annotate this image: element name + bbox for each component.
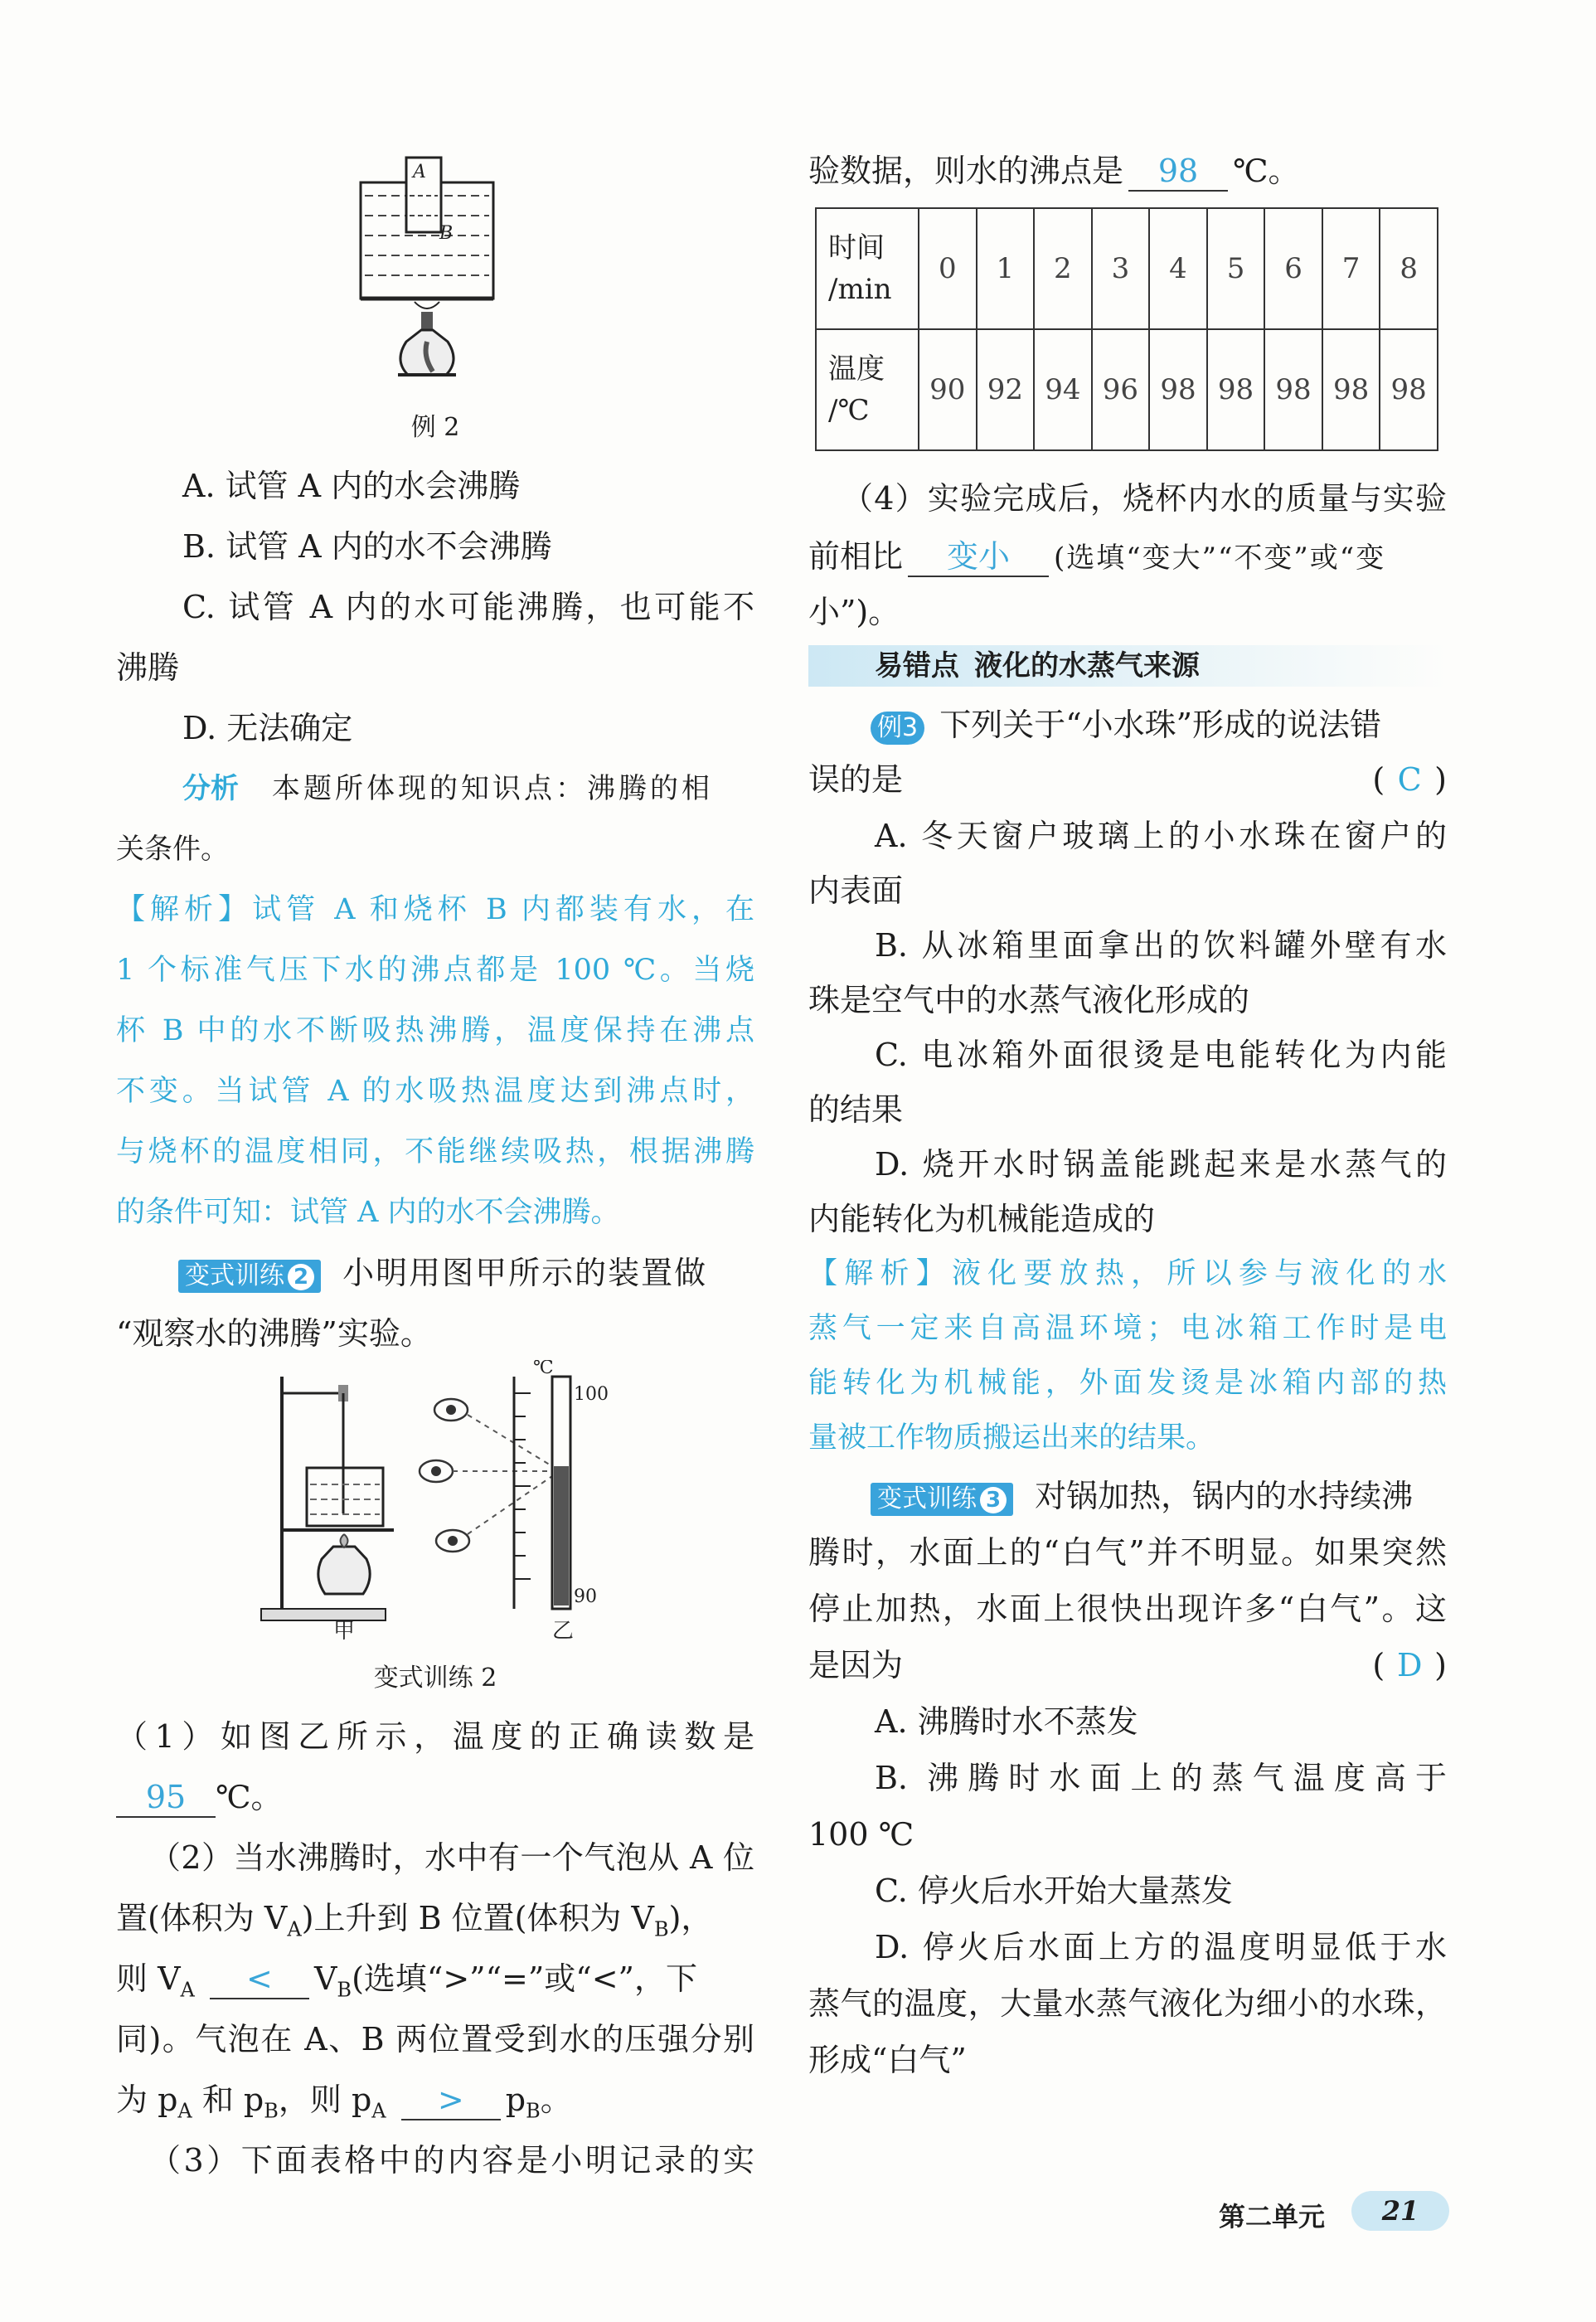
ex3-option: B. 从冰箱里面拿出的饮料罐外壁有水 [875, 927, 1447, 964]
ex3-option: D. 烧开水时锅盖能跳起来是水蒸气的 [875, 1146, 1447, 1183]
ex3-solution-line: 【解析】液化要放热，所以参与液化的水 [808, 1257, 1447, 1290]
analysis-label: 分析 [182, 772, 239, 805]
table-cell: 2 [1034, 208, 1092, 329]
training3-tag-label: 变式训练 [877, 1484, 977, 1513]
table-cell: 5 [1207, 208, 1265, 329]
q2-line3 [116, 1957, 697, 2012]
q2-text: V [313, 1960, 337, 1997]
table-cell: 96 [1092, 329, 1150, 450]
ex3-solution-line: 蒸气一定来自高温环境；电冰箱工作时是电 [808, 1312, 1447, 1345]
training3-line: 对锅加热，锅内的水持续沸 [1035, 1478, 1414, 1514]
t3-option: C. 停火后水开始大量蒸发 [875, 1873, 1233, 1909]
training2-tag [178, 1260, 321, 1293]
paren: ) [1434, 761, 1447, 798]
section-heading [875, 644, 1200, 687]
q4-line3: 小”)。 [808, 594, 900, 630]
t3-option: A. 沸腾时水不蒸发 [875, 1703, 1138, 1740]
training2-line2: “观察水的沸腾”实验。 [116, 1315, 432, 1352]
sub-a: A [180, 1978, 195, 2002]
table-header-time [816, 208, 919, 329]
q1-line1: （1）如图乙所示，温度的正确读数是 [116, 1718, 754, 1755]
analysis-line1: 本题所体现的知识点：沸腾的相 [272, 772, 713, 805]
q2-text: p [505, 2082, 526, 2118]
q2-text: )上升到 B 位置(体积为 V [301, 1900, 654, 1936]
paren: ) [1434, 1647, 1447, 1683]
q2-answer2: > [401, 2081, 501, 2120]
t3-option: B. 沸腾时水面上的蒸气温度高于 [875, 1760, 1447, 1796]
table-cell: 8 [1380, 208, 1438, 329]
figure1-caption: 例 2 [410, 413, 460, 442]
option-b: B. 试管 A 内的水不会沸腾 [182, 528, 552, 565]
training2-num: 2 [288, 1264, 314, 1290]
option-a: A. 试管 A 内的水会沸腾 [182, 468, 521, 504]
q2-text: )， [668, 1900, 713, 1936]
section-title: 液化的水蒸气来源 [974, 649, 1200, 683]
table-cell: 7 [1322, 208, 1380, 329]
table-cell: 94 [1034, 329, 1092, 450]
training2-figure [257, 1360, 622, 1642]
solution-line: 与烧杯的温度相同，不能继续吸热，根据沸腾 [116, 1135, 754, 1168]
solution-line: 不变。当试管 A 的水吸热温度达到沸点时， [116, 1075, 754, 1108]
sub-a: A [177, 2099, 192, 2123]
q2-answer1: < [210, 1960, 309, 1999]
table-cell: 3 [1092, 208, 1150, 329]
solution-line: 的条件可知：试管 A 内的水不会沸腾。 [116, 1196, 620, 1229]
ex3-answer: C [1397, 761, 1422, 798]
t3-option: 形成“白气” [808, 2042, 967, 2078]
q3-line1: （3）下面表格中的内容是小明记录的实 [149, 2142, 754, 2179]
thermo-unit: ℃ [533, 1360, 554, 1378]
page-number: 21 [1381, 2195, 1419, 2227]
q2-text: 和 p [201, 2082, 264, 2118]
training2-heading [178, 1251, 754, 1295]
option-d: D. 无法确定 [182, 710, 353, 746]
sub-a: A [371, 2099, 386, 2123]
option-c: C. 试管 A 内的水可能沸腾，也可能不 [182, 589, 754, 625]
data-table [815, 207, 1438, 451]
figure2-caption: 变式训练 2 [373, 1664, 497, 1693]
table-cell: 4 [1149, 208, 1207, 329]
q2-line5 [116, 2078, 572, 2133]
q2-text: 。 [540, 2082, 572, 2118]
training3-choice [1372, 1644, 1447, 1687]
training3-num: 3 [980, 1487, 1007, 1513]
training2-tag-label: 变式训练 [185, 1261, 284, 1290]
section-label: 易错点 [875, 649, 959, 683]
table-cell: 92 [977, 329, 1035, 450]
thermo-top: 100 [574, 1384, 609, 1405]
sub-b: B [653, 1917, 669, 1941]
table-cell: 6 [1264, 208, 1322, 329]
q3-answer: 98 [1128, 152, 1228, 192]
table-cell: 98 [1264, 329, 1322, 450]
q1-answer: 95 [116, 1778, 216, 1818]
table-header-temp [816, 329, 919, 450]
training3-line: 停止加热，水面上很快出现许多“白气”。这 [808, 1591, 1447, 1627]
ex3-option: 内表面 [808, 872, 904, 909]
paren: ( [1372, 1647, 1385, 1683]
ex3-option: 内能转化为机械能造成的 [808, 1201, 1156, 1237]
table-cell: 90 [919, 329, 977, 450]
q3-text: 验数据，则水的沸点是 [808, 153, 1124, 189]
header-text: 温度 [828, 352, 885, 386]
table-row-time [816, 208, 1438, 329]
ex3-line1: 下列关于“小水珠”形成的说法错 [939, 707, 1382, 743]
q2-text: ，则 p [278, 2082, 372, 2118]
sub-b: B [337, 1978, 352, 2002]
q4-text: (选填“变大”“不变”或“变 [1054, 542, 1386, 575]
solution-line: 【解析】试管 A 和烧杯 B 内都装有水，在 [116, 893, 754, 926]
training3-heading [871, 1474, 1447, 1518]
q2-text: 为 p [116, 2082, 178, 2118]
option-c-cont: 沸腾 [116, 649, 180, 686]
thermo-bottom: 90 [574, 1586, 597, 1607]
solution-line: 杯 B 中的水不断吸热沸腾，温度保持在沸点 [116, 1014, 754, 1047]
q2-text: 则 V [116, 1960, 181, 1997]
ex3-option: C. 电冰箱外面很烫是电能转化为内能 [875, 1037, 1447, 1073]
footer-unit: 第二单元 [1219, 2201, 1326, 2232]
training3-line: 腾时，水面上的“白气”并不明显。如果突然 [808, 1534, 1447, 1571]
q4-text: 前相比 [808, 538, 904, 575]
ex3-tag: 例3 [871, 712, 924, 745]
q2-text: (选填“>”“=”或“<”，下 [352, 1960, 697, 1997]
ex3-text: 误的是 [808, 761, 904, 798]
left-column [116, 0, 754, 2198]
label-yi: 乙 [552, 1619, 575, 1642]
table-cell: 0 [919, 208, 977, 329]
q4-line1: （4）实验完成后，烧杯内水的质量与实验 [842, 480, 1447, 517]
q2-line4: 同)。气泡在 A、B 两位置受到水的压强分别 [116, 2021, 754, 2057]
page-number-badge [1351, 2191, 1449, 2231]
label-b: B [439, 223, 454, 244]
solution-line: 1 个标准气压下水的沸点都是 100 ℃。当烧 [116, 954, 754, 987]
q2-text: 置(体积为 V [116, 1900, 288, 1936]
q4-line2 [808, 535, 1447, 580]
label-a: A [413, 162, 426, 182]
header-text: 时间 [828, 231, 885, 265]
table-cell: 1 [977, 208, 1035, 329]
footer [1219, 2191, 1451, 2237]
table-cell: 98 [1380, 329, 1438, 450]
right-column [808, 0, 1447, 2198]
table-row-temp [816, 329, 1438, 450]
ex3-option: 珠是空气中的水蒸气液化形成的 [808, 982, 1250, 1018]
ex3-solution-line: 量被工作物质搬运出来的结果。 [808, 1421, 1215, 1455]
sub-a: A [287, 1917, 302, 1941]
q2-line1: （2）当水沸腾时，水中有一个气泡从 A 位 [149, 1839, 754, 1876]
label-jia: 甲 [333, 1619, 356, 1642]
sub-b: B [526, 2099, 541, 2123]
ex3-choice [1372, 758, 1447, 801]
training3-line-last [808, 1644, 1447, 1687]
t3-option: D. 停火后水面上方的温度明显低于水 [875, 1929, 1447, 1965]
ex3-solution-line: 能转化为机械能，外面发烫是冰箱内部的热 [808, 1367, 1447, 1400]
training3-answer: D [1396, 1647, 1423, 1683]
q1-line2 [116, 1776, 283, 1819]
q2-line2 [116, 1897, 712, 1951]
ex3-heading [871, 703, 1447, 746]
q4-answer: 变小 [908, 537, 1049, 577]
paren: ( [1372, 761, 1385, 798]
training3-tag [871, 1483, 1013, 1516]
analysis-line2: 关条件。 [116, 833, 229, 866]
ex3-option: 的结果 [808, 1091, 904, 1128]
header-text: /℃ [828, 394, 870, 427]
q3-unit: ℃。 [1233, 153, 1300, 189]
t3-option: 蒸气的温度，大量水蒸气液化为细小的水珠， [808, 1985, 1447, 2022]
example2-figure [357, 149, 506, 390]
table-cell: 98 [1207, 329, 1265, 450]
analysis [182, 767, 754, 810]
t3-option: 100 ℃ [808, 1816, 914, 1853]
sub-b: B [264, 2099, 279, 2123]
header-text: /min [828, 273, 892, 306]
q3-line2 [808, 149, 1300, 192]
ex3-line2 [808, 758, 1447, 801]
training2-line1: 小明用图甲所示的装置做 [342, 1255, 708, 1291]
ex3-option: A. 冬天窗户玻璃上的小水珠在窗户的 [875, 818, 1447, 854]
training3-text: 是因为 [808, 1647, 904, 1683]
table-cell: 98 [1322, 329, 1380, 450]
table-cell: 98 [1149, 329, 1207, 450]
q1-unit: ℃。 [216, 1779, 283, 1815]
